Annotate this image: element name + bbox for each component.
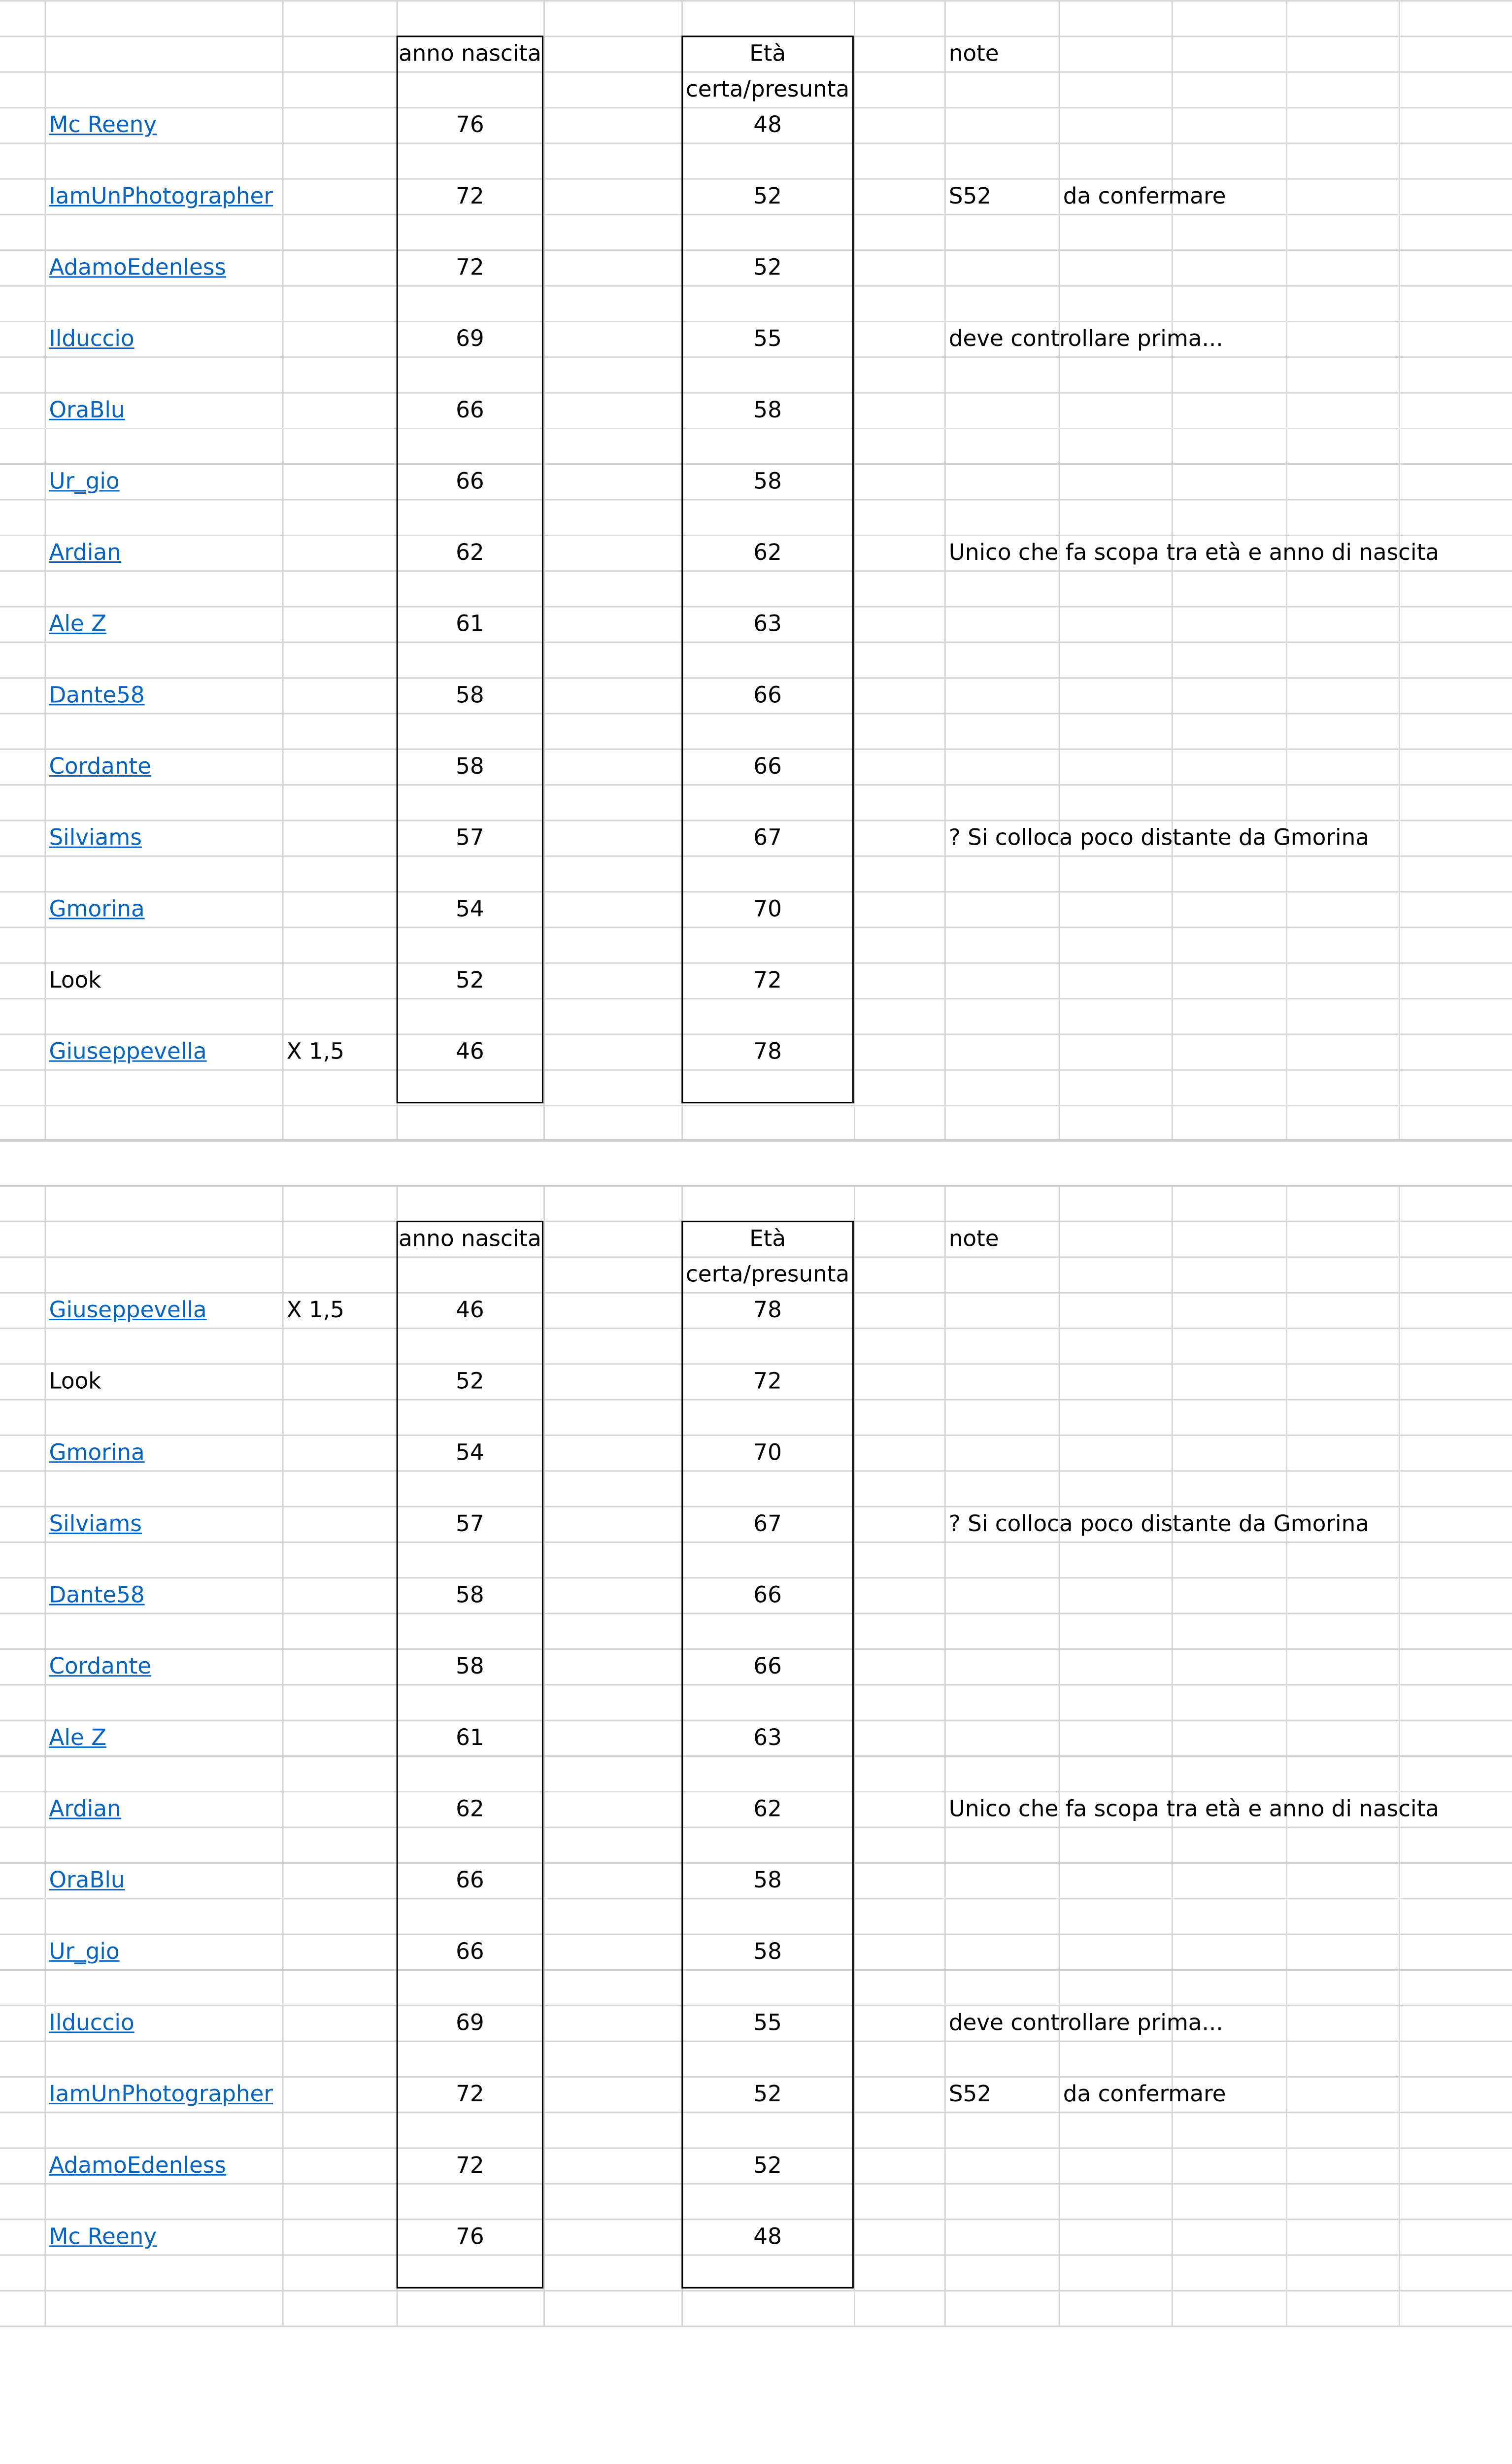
anno-nascita-value: 72 [456, 2080, 484, 2108]
eta-value: 70 [753, 1439, 782, 1466]
section-divider [0, 1139, 1512, 1140]
user-link[interactable]: Cordante [49, 1653, 152, 1680]
anno-nascita-value: 69 [456, 325, 484, 352]
user-link[interactable]: Ardian [49, 539, 121, 566]
header-eta: Età [749, 40, 786, 67]
gridline-col [44, 1185, 46, 2326]
eta-value: 52 [753, 254, 782, 281]
eta-value: 66 [753, 753, 782, 780]
user-link[interactable]: OraBlu [49, 396, 125, 423]
user-link[interactable]: Gmorina [49, 895, 145, 923]
user-link[interactable]: Gmorina [49, 1439, 145, 1466]
anno-nascita-value: 46 [456, 1038, 484, 1065]
user-link[interactable]: Dante58 [49, 1581, 145, 1608]
anno-nascita-value: 54 [456, 1439, 484, 1466]
header-note: note [948, 40, 999, 67]
user-link[interactable]: Dante58 [49, 682, 145, 709]
multiplier-value: X 1,5 [286, 1038, 344, 1065]
eta-value: 58 [753, 1938, 782, 1965]
eta-value: 72 [753, 966, 782, 994]
eta-value: 55 [753, 325, 782, 352]
user-name: Look [49, 1368, 101, 1395]
header-eta-certa-presunta: certa/presunta [685, 75, 850, 103]
eta-value: 55 [753, 2009, 782, 2036]
user-link[interactable]: Ilduccio [49, 2009, 134, 2036]
gridline-row [0, 0, 1512, 1]
note-text: ? Si colloca poco distante da Gmorina [948, 1510, 1370, 1537]
note-text: ? Si colloca poco distante da Gmorina [948, 824, 1370, 851]
eta-value: 63 [753, 1724, 782, 1751]
user-link[interactable]: Silviams [49, 1510, 142, 1537]
eta-value: 72 [753, 1368, 782, 1395]
gridline-col [854, 0, 855, 1140]
eta-value: 52 [753, 182, 782, 209]
eta-value: 48 [753, 2223, 782, 2250]
note-text-secondary: da confermare [1063, 182, 1226, 209]
eta-value: 62 [753, 539, 782, 566]
anno-nascita-value: 52 [456, 1368, 484, 1395]
anno-nascita-value: 58 [456, 753, 484, 780]
header-note: note [948, 1225, 999, 1252]
anno-nascita-value: 58 [456, 682, 484, 709]
anno-nascita-value: 66 [456, 396, 484, 423]
header-anno-nascita: anno nascita [398, 1225, 541, 1252]
user-link[interactable]: AdamoEdenless [49, 2152, 226, 2179]
anno-nascita-value: 76 [456, 111, 484, 138]
gridline-col [1172, 1185, 1173, 2326]
eta-value: 62 [753, 1795, 782, 1822]
anno-nascita-value: 58 [456, 1653, 484, 1680]
user-link[interactable]: Ale Z [49, 610, 107, 637]
gridline-col [543, 0, 545, 1140]
gridline-row [0, 1105, 1512, 1106]
anno-nascita-value: 54 [456, 895, 484, 923]
user-link[interactable]: Ardian [49, 1795, 121, 1822]
gridline-col [854, 1185, 855, 2326]
user-link[interactable]: Mc Reeny [49, 111, 157, 138]
gridline-col [44, 0, 46, 1140]
gridline-row [0, 2326, 1512, 2327]
anno-nascita-value: 62 [456, 1795, 484, 1822]
user-link[interactable]: Cordante [49, 753, 152, 780]
anno-nascita-value: 66 [456, 1938, 484, 1965]
gridline-row [0, 2290, 1512, 2292]
multiplier-value: X 1,5 [286, 1296, 344, 1324]
section-divider [0, 1185, 1512, 1187]
gridline-col [282, 1185, 284, 2326]
user-link[interactable]: Ur_gio [49, 1938, 120, 1965]
anno-nascita-value: 72 [456, 254, 484, 281]
eta-value: 78 [753, 1296, 782, 1324]
eta-value: 63 [753, 610, 782, 637]
eta-value: 66 [753, 1653, 782, 1680]
anno-nascita-value: 66 [456, 468, 484, 495]
eta-value: 58 [753, 468, 782, 495]
header-anno-nascita: anno nascita [398, 40, 541, 67]
note-text-secondary: da confermare [1063, 2080, 1226, 2108]
gridline-col [1059, 1185, 1060, 2326]
user-link[interactable]: Giuseppevella [49, 1296, 207, 1324]
anno-nascita-value: 57 [456, 824, 484, 851]
anno-nascita-value: 57 [456, 1510, 484, 1537]
user-link[interactable]: AdamoEdenless [49, 254, 226, 281]
header-eta-certa-presunta: certa/presunta [685, 1261, 850, 1288]
note-text: Unico che fa scopa tra età e anno di nascita [948, 539, 1440, 566]
gridline-col [1399, 1185, 1400, 2326]
user-link[interactable]: Ur_gio [49, 468, 120, 495]
eta-value: 78 [753, 1038, 782, 1065]
note-text: deve controllare prima... [948, 325, 1223, 352]
eta-value: 66 [753, 1581, 782, 1608]
user-link[interactable]: IamUnPhotographer [49, 2080, 273, 2108]
anno-nascita-value: 52 [456, 966, 484, 994]
anno-nascita-value: 46 [456, 1296, 484, 1324]
eta-value: 52 [753, 2152, 782, 2179]
user-link[interactable]: Silviams [49, 824, 142, 851]
note-text: S52 [948, 2080, 991, 2108]
anno-nascita-value: 76 [456, 2223, 484, 2250]
anno-nascita-value: 66 [456, 1866, 484, 1894]
anno-nascita-value: 61 [456, 1724, 484, 1751]
eta-value: 67 [753, 1510, 782, 1537]
user-link[interactable]: Ale Z [49, 1724, 107, 1751]
note-text: deve controllare prima... [948, 2009, 1223, 2036]
gridline-row [0, 1140, 1512, 1142]
gridline-col [543, 1185, 545, 2326]
user-link[interactable]: Giuseppevella [49, 1038, 207, 1065]
anno-nascita-value: 62 [456, 539, 484, 566]
user-link[interactable]: OraBlu [49, 1866, 125, 1894]
header-eta: Età [749, 1225, 786, 1252]
gridline-col [1286, 1185, 1287, 2326]
anno-nascita-value: 72 [456, 182, 484, 209]
eta-value: 67 [753, 824, 782, 851]
eta-value: 66 [753, 682, 782, 709]
anno-nascita-value: 58 [456, 1581, 484, 1608]
gridline-col [944, 1185, 946, 2326]
anno-nascita-value: 69 [456, 2009, 484, 2036]
eta-value: 58 [753, 396, 782, 423]
note-text: Unico che fa scopa tra età e anno di nascita [948, 1795, 1440, 1822]
user-link[interactable]: Mc Reeny [49, 2223, 157, 2250]
note-text: S52 [948, 182, 991, 209]
gridline-col [944, 0, 946, 1140]
eta-value: 52 [753, 2080, 782, 2108]
gridline-col [282, 0, 284, 1140]
anno-nascita-value: 61 [456, 610, 484, 637]
eta-value: 58 [753, 1866, 782, 1894]
user-link[interactable]: IamUnPhotographer [49, 182, 273, 209]
eta-value: 48 [753, 111, 782, 138]
user-name: Look [49, 966, 101, 994]
eta-value: 70 [753, 895, 782, 923]
user-link[interactable]: Ilduccio [49, 325, 134, 352]
anno-nascita-value: 72 [456, 2152, 484, 2179]
